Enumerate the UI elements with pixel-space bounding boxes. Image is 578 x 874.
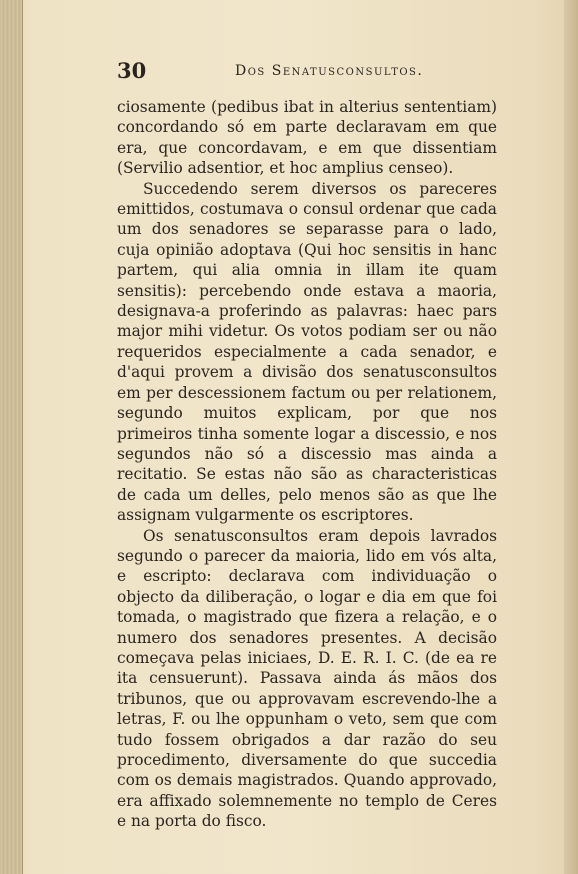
paragraph-drafting: Os senatusconsultos eram depois lavrados segundo o parecer da maioria, lido em vós alta, e escripto: declarava com individuação o objecto da diliberação, o logar e dia em que foi tomada, o magistrado que fizera a relação, e o numero dos senadores presentes. A decisão começava pelas iniciaes, D. E. R. I. C. (de ea re ita censuerunt). Passava ainda ás mãos dos tribunos, que ou approvavam escrevendo-lhe a letras, F. ou lhe oppunham o veto, sem que com tudo fossem obrigados a dar razão do seu procedimento, diversamente do que succedia com os demais magistrados. Quando approvado, era affixado solemnemente no templo de Ceres e na porta do fisco.: [117, 526, 497, 831]
page-header: [117, 58, 537, 88]
running-head: Dos Senatusconsultos.: [235, 63, 424, 79]
page-binding: [0, 0, 23, 874]
page-edge: [564, 0, 578, 874]
paragraph-voting: Succedendo serem diversos os pareceres emittidos, costumava o consul ordenar que cada um dos senadores se separasse para o lado, cuja opinião adoptava (Qui hoc sensitis in hanc partem, qui alia omnia in illam ite quam sensitis): percebendo onde estava a maoria, designava-a proferindo as palavras: haec pars major mihi videtur. Os votos podiam ser ou não requeridos especialmente a cada senador, e d'aqui provem a divisão dos senatusconsultos em per descessionem factum ou per relationem, segundo muitos explicam, por que nos primeiros tinha somente logar a discessio, e nos segundos não só a discessio mas ainda a recitatio. Se estas não são as characteristicas de cada um delles, pelo menos são as que lhe assignam vulgarmente os escriptores.: [117, 179, 497, 525]
paragraph-continuation: ciosamente (pedibus ibat in alterius sententiam) concordando só em parte declaravam em que era, que concordavam, e em que dissentiam (Servilio adsentior, et hoc amplius censeo).: [117, 98, 497, 178]
page-number: 30: [117, 58, 147, 83]
body-text: [117, 97, 497, 832]
